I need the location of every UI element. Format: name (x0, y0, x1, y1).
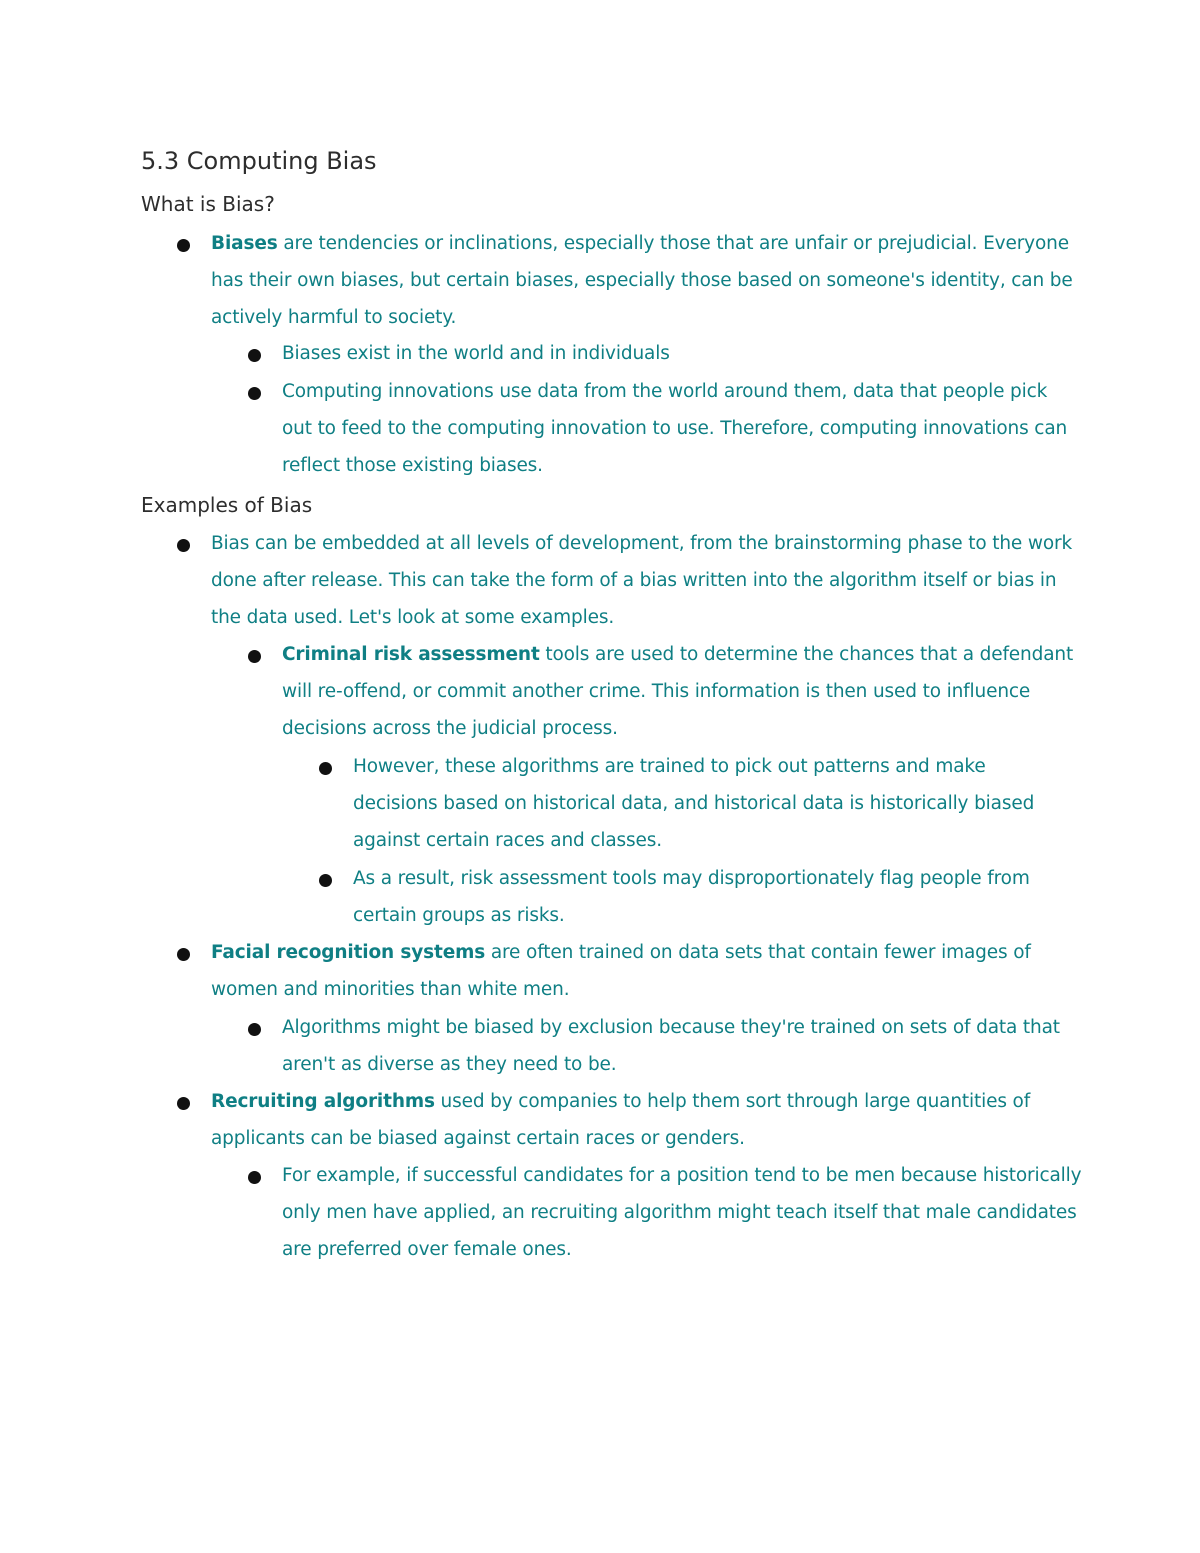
bullet-icon (248, 1171, 261, 1184)
list-item-criminal-risk (282, 636, 1082, 748)
list-item-computing-innovations: Computing innovations use data from the world around them, data that people pick out to feed to the computing innovation to use. Therefore, computing innovations can reflect those existing biases. (282, 381, 1068, 477)
list-item-disproportionate-flag: As a result, risk assessment tools may disproportionately flag people from certain groups as risks. (353, 868, 1030, 927)
section-heading-what-is-bias: What is Bias? (141, 192, 275, 216)
document-title: 5.3 Computing Bias (141, 147, 377, 175)
list-item-text: tools are used to determine the chances that a defendant will re-offend, or commit another crime. This information is then used to influence decisions across the judicial process. (282, 644, 1074, 740)
list-item-text: are tendencies or inclinations, especially those that are unfair or prejudicial. Everyone has their own biases, but certain biases, especially those based on someone's identity, can be actively harmful to society. (211, 233, 1073, 329)
list-item-biases (211, 225, 1091, 337)
term-biases: Biases (211, 233, 278, 254)
bullet-icon (177, 539, 190, 552)
bullet-icon (177, 239, 190, 252)
bullet-icon (248, 349, 261, 362)
list-item-exclusion: Algorithms might be biased by exclusion because they're trained on sets of data that aren't as diverse as they need to be. (282, 1017, 1060, 1076)
list-item-biases-exist: Biases exist in the world and in individuals (282, 343, 670, 364)
list-item-facial-recognition (211, 934, 1091, 1008)
term-criminal-risk-assessment: Criminal risk assessment (282, 644, 540, 665)
term-facial-recognition-systems: Facial recognition systems (211, 942, 486, 963)
bullet-icon (319, 874, 332, 887)
bullet-icon (248, 387, 261, 400)
list-item-bias-embedded: Bias can be embedded at all levels of development, from the brainstorming phase to the work done after release. This can take the form of a bias written into the algorithm itself or bias in the data used. Let's look at some examples. (211, 533, 1073, 629)
list-item-recruiting-example: For example, if successful candidates for a position tend to be men because historically only men have applied, an recruiting algorithm might teach itself that male candidates are preferred over female ones. (282, 1165, 1082, 1261)
list-item-historical-data: However, these algorithms are trained to pick out patterns and make decisions based on historical data, and historical data is historically biased against certain races and classes. (353, 756, 1035, 852)
bullet-icon (248, 650, 261, 663)
bullet-icon (248, 1023, 261, 1036)
list-item-recruiting-algorithms (211, 1083, 1091, 1157)
bullet-icon (177, 1097, 190, 1110)
list-item-text: used by companies to help them sort through large quantities of applicants can be biased against certain races or genders. (211, 1091, 1031, 1150)
bullet-icon (319, 762, 332, 775)
list-item-text: are often trained on data sets that contain fewer images of women and minorities than white men. (211, 942, 1031, 1001)
section-heading-examples-of-bias: Examples of Bias (141, 493, 313, 517)
term-recruiting-algorithms: Recruiting algorithms (211, 1091, 435, 1112)
bullet-icon (177, 948, 190, 961)
